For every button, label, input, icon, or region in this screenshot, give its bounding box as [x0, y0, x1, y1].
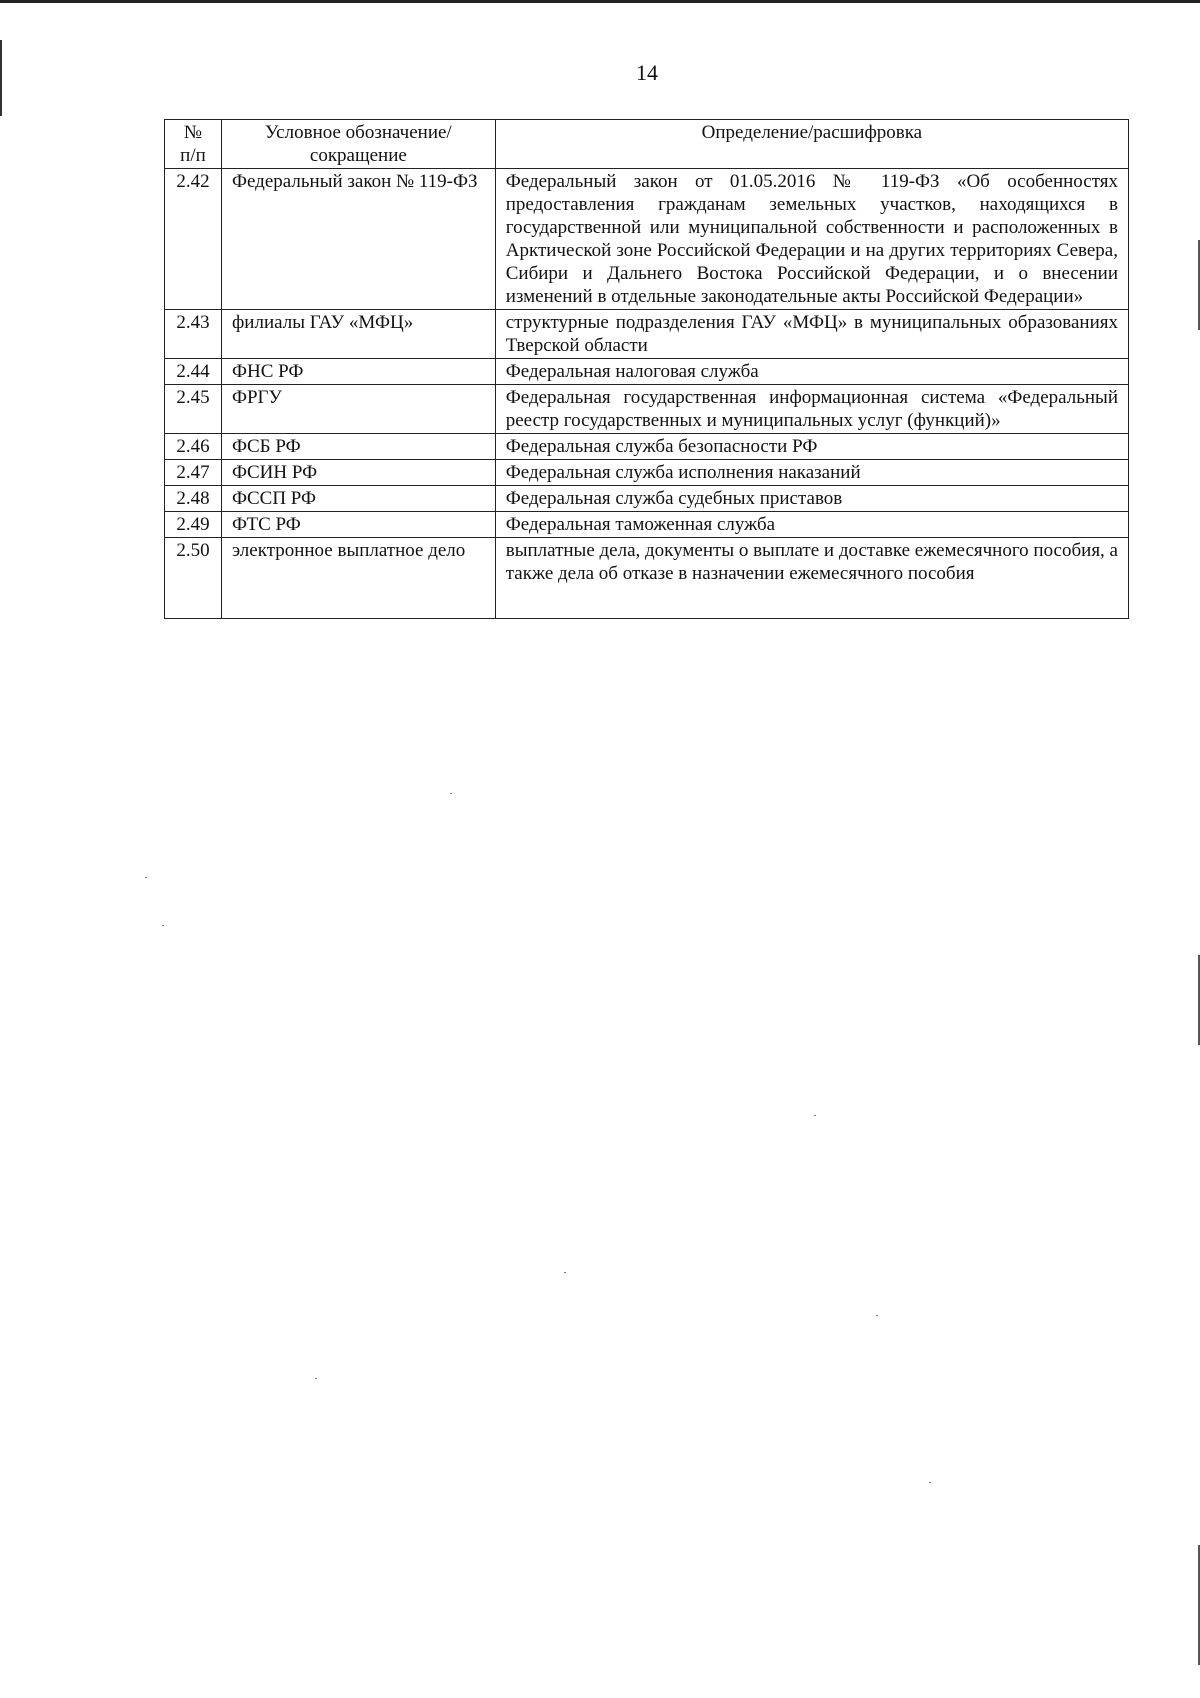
row-num: 2.42: [165, 169, 222, 310]
header-definition: Определение/расшифровка: [495, 120, 1128, 169]
table-row: [165, 512, 1129, 538]
row-term: ФРГУ: [221, 385, 495, 434]
scan-speck: [162, 925, 164, 926]
row-definition: Федеральная налоговая служба: [495, 359, 1128, 385]
table-row: [165, 434, 1129, 460]
scan-speck: [315, 1378, 317, 1379]
row-definition: выплатные дела, документы о выплате и доставке ежемесячного пособия, а также дела об отказе в назначении ежемесячного пособия: [495, 538, 1128, 619]
row-definition: Федеральная государственная информационная система «Федеральный реестр государственных и муниципальных услуг (функций)»: [495, 385, 1128, 434]
row-term: Федеральный закон № 119-ФЗ: [221, 169, 495, 310]
row-num: 2.47: [165, 460, 222, 486]
row-definition: Федеральная служба безопасности РФ: [495, 434, 1128, 460]
row-term: ФССП РФ: [221, 486, 495, 512]
table-header-row: [165, 120, 1129, 169]
table-row: [165, 460, 1129, 486]
scan-speck: [450, 793, 452, 794]
row-term: ФСИН РФ: [221, 460, 495, 486]
scan-speck: [145, 877, 147, 878]
page-number: 14: [636, 60, 658, 85]
scan-speck: [564, 1272, 566, 1273]
row-term: ФНС РФ: [221, 359, 495, 385]
row-num: 2.44: [165, 359, 222, 385]
scan-speck: [929, 1482, 931, 1483]
row-term: филиалы ГАУ «МФЦ»: [221, 310, 495, 359]
row-num: 2.48: [165, 486, 222, 512]
header-term: Условное обозначение/сокращение: [221, 120, 495, 169]
scan-top-edge: [0, 0, 1200, 3]
row-term: ФСБ РФ: [221, 434, 495, 460]
row-definition: Федеральная служба исполнения наказаний: [495, 460, 1128, 486]
table-row: [165, 385, 1129, 434]
row-definition: Федеральный закон от 01.05.2016 № 119-ФЗ «Об особенностях предоставления гражданам земельных участков, находящихся в государственной или муниципальной собственности и расположенных в Арктической зоне Российской Федерации и на других территориях Севера, Сибири и Дальнего Востока Российской Федерации, и о внесении изменений в отдельные законодательные акты Российской Федерации»: [495, 169, 1128, 310]
header-num: № п/п: [165, 120, 222, 169]
table-row: [165, 169, 1129, 310]
table-row: [165, 359, 1129, 385]
row-definition: структурные подразделения ГАУ «МФЦ» в муниципальных образованиях Тверской области: [495, 310, 1128, 359]
row-definition: Федеральная служба судебных приставов: [495, 486, 1128, 512]
table-row: [165, 486, 1129, 512]
row-num: 2.45: [165, 385, 222, 434]
scan-speck: [876, 1315, 878, 1316]
table-row: [165, 538, 1129, 619]
row-num: 2.43: [165, 310, 222, 359]
definitions-table: [164, 119, 1129, 619]
row-definition: Федеральная таможенная служба: [495, 512, 1128, 538]
row-term: ФТС РФ: [221, 512, 495, 538]
row-term: электронное выплатное дело: [221, 538, 495, 619]
scan-speck: [814, 1115, 816, 1116]
row-num: 2.46: [165, 434, 222, 460]
row-num: 2.49: [165, 512, 222, 538]
table-row: [165, 310, 1129, 359]
row-num: 2.50: [165, 538, 222, 619]
